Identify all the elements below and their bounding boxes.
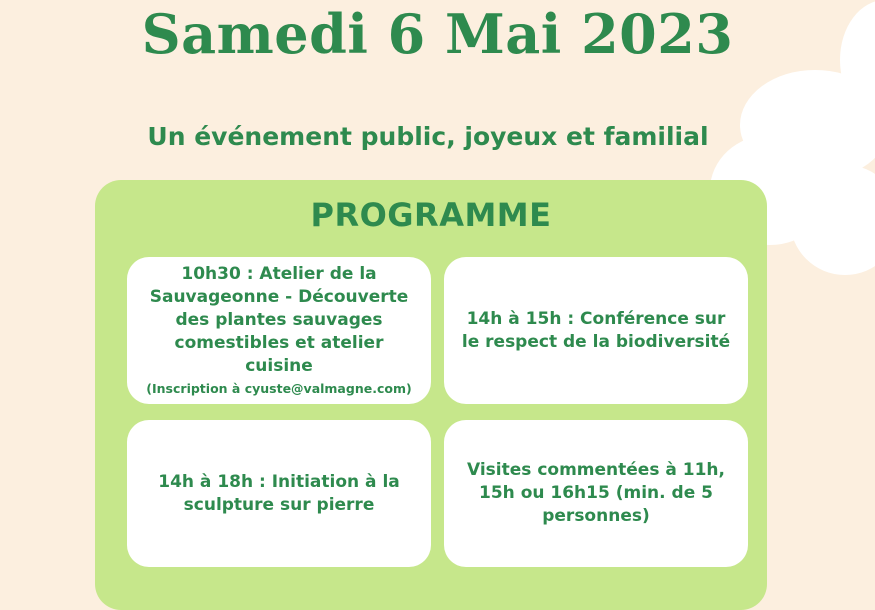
registration-note: (Inscription à cyuste@valmagne.com): [146, 381, 412, 396]
programme-card-atelier: [127, 257, 431, 404]
event-subtitle: Un événement public, joyeux et familial: [147, 122, 709, 151]
programme-card-text: 10h30 : Atelier de la Sauvageonne - Découverte des plantes sauvages comestibles et atelier cuisine: [149, 264, 409, 376]
programme-title: PROGRAMME: [310, 196, 552, 234]
programme-card-conference: [444, 257, 748, 404]
programme-card-visites: [444, 420, 748, 567]
programme-card-text: 14h à 15h : Conférence sur le respect de la biodiversité: [461, 308, 731, 352]
programme-card-text: Visites commentées à 11h, 15h ou 16h15 (min. de 5 personnes): [467, 460, 725, 526]
programme-card-sculpture: [127, 420, 431, 567]
programme-card-text: 14h à 18h : Initiation à la sculpture sur pierre: [158, 471, 400, 515]
event-date-title: Samedi 6 Mai 2023: [141, 2, 734, 66]
